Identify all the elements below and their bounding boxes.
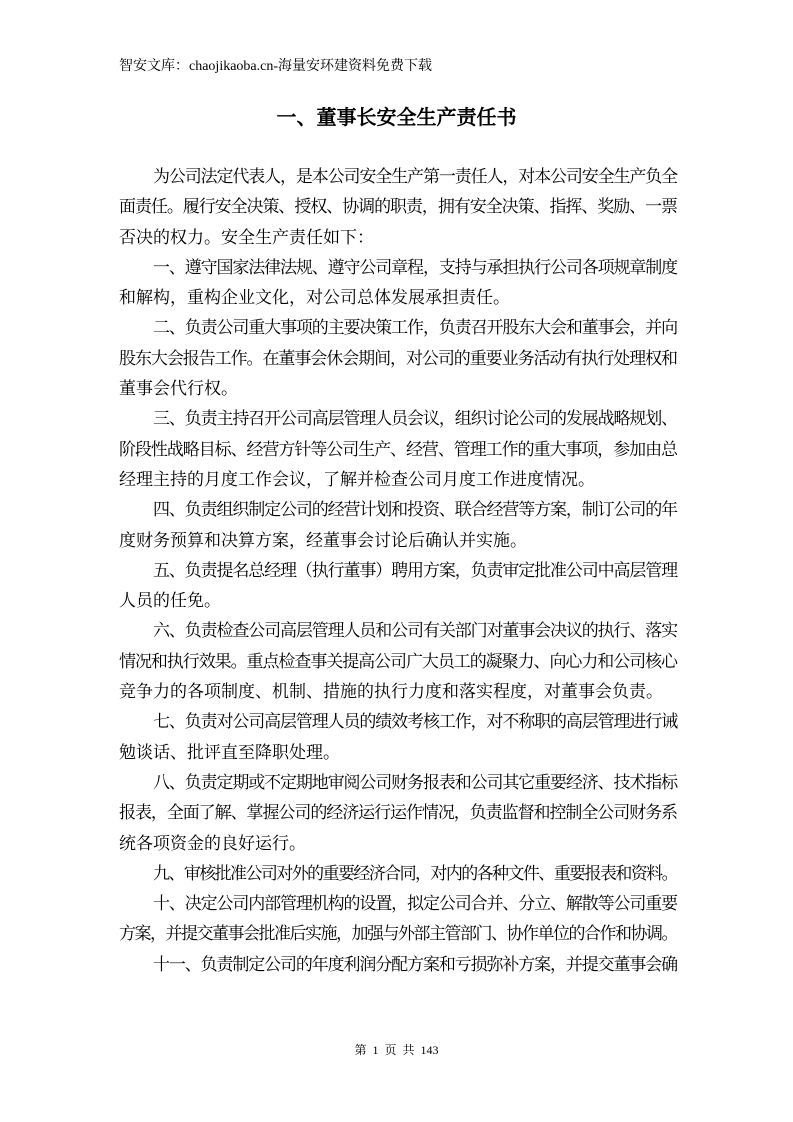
- paragraph: [119, 768, 677, 859]
- text-line: 一、遵守国家法律法规、遵守公司章程，支持与承担执行公司各项规章制度: [153, 257, 677, 277]
- text-line: 报表，全面了解、掌握公司的经济运行运作情况，负责监督和控制全公司财务系: [119, 803, 677, 823]
- text-line: 十一、负责制定公司的年度利润分配方案和亏损弥补方案，并提交董事会确: [153, 954, 677, 974]
- page-header-source: 智安文库：chaojikaoba.cn-海量安环建资料免费下载: [119, 59, 433, 74]
- text-line: 十、决定公司内部管理机构的设置，拟定公司合并、分立、解散等公司重要: [153, 894, 677, 914]
- text-line: 竞争力的各项制度、机制、措施的执行力度和落实程度，对董事会负责。: [119, 682, 663, 702]
- paragraph: [119, 616, 677, 707]
- text-line: 为公司法定代表人，是本公司安全生产第一责任人，对本公司安全生产负全: [153, 167, 677, 186]
- paragraph: [119, 253, 677, 314]
- text-line: 经理主持的月度工作会议，了解并检查公司月度工作进度情况。: [119, 469, 595, 489]
- text-line: 情况和执行效果。重点检查事关提高公司广大员工的凝聚力、向心力和公司核心: [119, 651, 677, 671]
- text-line: 度财务预算和决算方案，经董事会讨论后确认并实施。: [119, 530, 527, 550]
- text-line: 董事会代行权。: [119, 379, 238, 399]
- paragraph: [119, 162, 677, 253]
- text-line: 三、负责主持召开公司高层管理人员会议，组织讨论公司的发展战略规划、: [153, 409, 677, 429]
- text-line: 五、负责提名总经理（执行董事）聘用方案，负责审定批准公司中高层管理: [153, 560, 677, 580]
- text-line: 六、负责检查公司高层管理人员和公司有关部门对董事会决议的执行、落实: [153, 621, 677, 641]
- text-line: 八、负责定期或不定期地审阅公司财务报表和公司其它重要经济、技术指标: [153, 772, 677, 792]
- text-line: 否决的权力。安全生产责任如下：: [119, 227, 374, 247]
- paragraph: [119, 313, 677, 404]
- text-line: 和解构，重构企业文化，对公司总体发展承担责任。: [119, 288, 510, 308]
- text-line: 股东大会报告工作。在董事会休会期间，对公司的重要业务活动有执行处理权和: [119, 348, 677, 368]
- text-line: 阶段性战略目标、经营方针等公司生产、经营、管理工作的重大事项，参加由总: [119, 439, 677, 459]
- paragraph: [119, 889, 677, 950]
- paragraph: [119, 859, 677, 889]
- paragraph: [119, 707, 677, 768]
- paragraph: [119, 495, 677, 556]
- text-line: 九、审核批准公司对外的重要经济合同，对内的各种文件、重要报表和资料。: [153, 863, 677, 883]
- text-line: 统各项资金的良好运行。: [119, 833, 306, 853]
- text-line: 四、负责组织制定公司的经营计划和投资、联合经营等方案，制订公司的年: [153, 500, 677, 520]
- paragraph: [119, 404, 677, 495]
- text-line: 人员的任免。: [119, 591, 221, 611]
- document-title: 一、董事长安全生产责任书: [276, 105, 517, 129]
- text-line: 二、负责公司重大事项的主要决策工作，负责召开股东大会和董事会，并向: [153, 318, 677, 338]
- document-body: [119, 162, 677, 980]
- text-line: 七、负责对公司高层管理人员的绩效考核工作，对不称职的高层管理进行诫: [153, 712, 677, 732]
- text-line: 面责任。履行安全决策、授权、协调的职责，拥有安全决策、指挥、奖励、一票: [119, 197, 677, 217]
- text-line: 勉谈话、批评直至降职处理。: [119, 742, 340, 762]
- page-number-footer: 第 1 页 共 143: [354, 1043, 439, 1057]
- text-line: 方案，并提交董事会批准后实施，加强与外部主管部门、协作单位的合作和协调。: [119, 924, 677, 944]
- paragraph: [119, 556, 677, 617]
- paragraph: [119, 950, 677, 980]
